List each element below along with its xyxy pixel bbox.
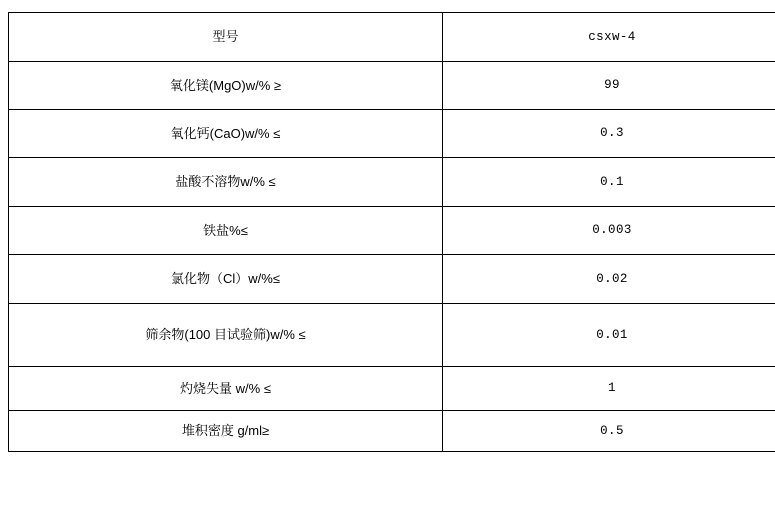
table-cell-label: 氧化镁(MgO)w/% ≥	[9, 62, 443, 110]
table-row	[9, 304, 775, 367]
table-cell-value: 0.02	[443, 255, 775, 304]
table-row	[9, 62, 775, 110]
table-row	[9, 158, 775, 207]
table-cell-label: 型号	[9, 13, 443, 62]
table-cell-label: 筛余物(100 目试验筛)w/% ≤	[9, 304, 443, 367]
spec-table-container	[8, 12, 763, 452]
table-cell-label: 铁盐%≤	[9, 207, 443, 255]
table-cell-label: 灼烧失量 w/% ≤	[9, 367, 443, 411]
table-row	[9, 110, 775, 158]
table-row	[9, 411, 775, 452]
table-cell-value: 99	[443, 62, 775, 110]
table-row-header	[9, 13, 775, 62]
table-cell-label: 盐酸不溶物w/% ≤	[9, 158, 443, 207]
table-row	[9, 255, 775, 304]
table-body	[9, 13, 775, 452]
table-row	[9, 367, 775, 411]
table-cell-value: 0.003	[443, 207, 775, 255]
table-cell-value: 0.01	[443, 304, 775, 367]
table-row	[9, 207, 775, 255]
table-cell-value: 0.1	[443, 158, 775, 207]
table-cell-label: 堆积密度 g/ml≥	[9, 411, 443, 452]
table-cell-value: csxw-4	[443, 13, 775, 62]
table-cell-label: 氯化物（Cl）w/%≤	[9, 255, 443, 304]
table-cell-label: 氧化钙(CaO)w/% ≤	[9, 110, 443, 158]
table-cell-value: 0.3	[443, 110, 775, 158]
specification-table	[8, 12, 775, 452]
table-cell-value: 1	[443, 367, 775, 411]
table-cell-value: 0.5	[443, 411, 775, 452]
